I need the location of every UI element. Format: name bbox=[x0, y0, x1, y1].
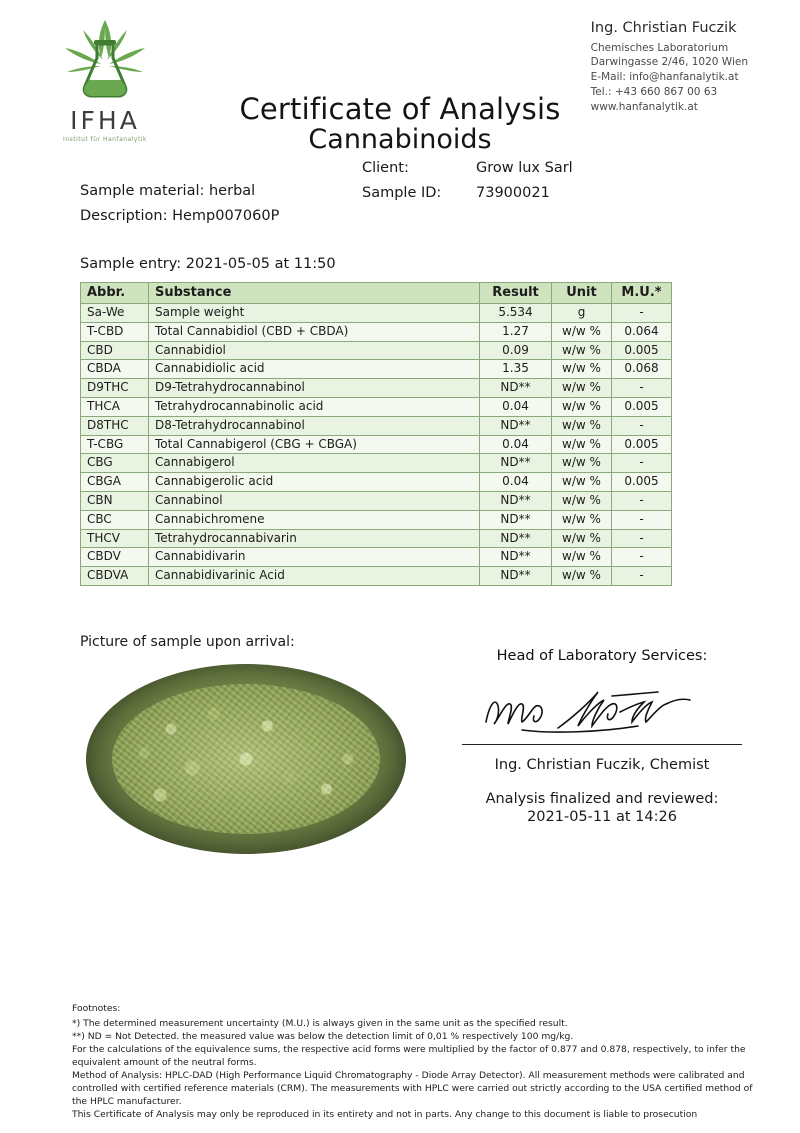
table-row bbox=[81, 491, 672, 510]
cell-unit: w/w % bbox=[552, 416, 612, 435]
table-row bbox=[81, 322, 672, 341]
cell-abbr: CBD bbox=[81, 341, 149, 360]
cell-mu: 0.068 bbox=[612, 360, 672, 379]
cell-substance: D8-Tetrahydrocannabinol bbox=[149, 416, 480, 435]
cell-result: 0.04 bbox=[480, 397, 552, 416]
cell-unit: g bbox=[552, 304, 612, 323]
cell-result: 0.09 bbox=[480, 341, 552, 360]
signature-block bbox=[452, 648, 752, 825]
column-header-unit: Unit bbox=[552, 283, 612, 304]
column-header-abbr: Abbr. bbox=[81, 283, 149, 304]
lab-website: www.hanfanalytik.at bbox=[590, 101, 698, 114]
sample-picture-label: Picture of sample upon arrival: bbox=[80, 633, 295, 650]
cell-result: 0.04 bbox=[480, 473, 552, 492]
table-row bbox=[81, 435, 672, 454]
cell-unit: w/w % bbox=[552, 360, 612, 379]
herbal-material bbox=[112, 684, 380, 834]
sample-photo bbox=[72, 658, 419, 860]
cell-substance: Cannabigerolic acid bbox=[149, 473, 480, 492]
cell-unit: w/w % bbox=[552, 491, 612, 510]
table-row bbox=[81, 341, 672, 360]
logo-subtitle: Institut für Hanfanalytik bbox=[63, 136, 147, 143]
cell-result: ND** bbox=[480, 379, 552, 398]
cell-mu: - bbox=[612, 454, 672, 473]
lab-email: E-Mail: info@hanfanalytik.at bbox=[590, 71, 739, 84]
cell-abbr: THCV bbox=[81, 529, 149, 548]
cell-unit: w/w % bbox=[552, 341, 612, 360]
sample-description: Description: Hemp007060P bbox=[80, 207, 280, 224]
column-header-substance: Substance bbox=[149, 283, 480, 304]
lab-contact-block bbox=[591, 18, 748, 115]
lab-logo bbox=[40, 14, 170, 143]
cell-mu: - bbox=[612, 304, 672, 323]
cell-unit: w/w % bbox=[552, 397, 612, 416]
cell-substance: Sample weight bbox=[149, 304, 480, 323]
cell-abbr: CBGA bbox=[81, 473, 149, 492]
cell-substance: Tetrahydrocannabivarin bbox=[149, 529, 480, 548]
cell-abbr: CBN bbox=[81, 491, 149, 510]
cell-substance: Cannabidiol bbox=[149, 341, 480, 360]
cell-abbr: CBDA bbox=[81, 360, 149, 379]
cell-mu: - bbox=[612, 416, 672, 435]
cell-unit: w/w % bbox=[552, 454, 612, 473]
cell-mu: 0.005 bbox=[612, 341, 672, 360]
table-row bbox=[81, 379, 672, 398]
cell-unit: w/w % bbox=[552, 322, 612, 341]
cell-abbr: CBC bbox=[81, 510, 149, 529]
footnote-line: *) The determined measurement uncertainty (M.U.) is always given in the same unit as the specified result. bbox=[72, 1017, 568, 1029]
cell-result: ND** bbox=[480, 548, 552, 567]
sample-entry: Sample entry: 2021-05-05 at 11:50 bbox=[80, 256, 336, 272]
table-row bbox=[81, 548, 672, 567]
cell-mu: 0.005 bbox=[612, 397, 672, 416]
sample-info bbox=[80, 179, 279, 229]
footnote-line: For the calculations of the equivalence sums, the respective acid forms were multiplied by the factor of 0.877 and 0.878, respectively, to infer the equivalent amount of the neutral forms. bbox=[72, 1043, 746, 1068]
lab-address-line: Chemisches Laboratorium bbox=[590, 41, 729, 54]
cell-abbr: T-CBG bbox=[81, 435, 149, 454]
signature-title: Head of Laboratory Services: bbox=[496, 647, 708, 664]
cell-abbr: Sa-We bbox=[81, 304, 149, 323]
cell-unit: w/w % bbox=[552, 510, 612, 529]
cell-result: ND** bbox=[480, 567, 552, 586]
table-row bbox=[81, 416, 672, 435]
cell-mu: - bbox=[612, 529, 672, 548]
cell-unit: w/w % bbox=[552, 379, 612, 398]
ifha-leaf-flask-icon bbox=[43, 14, 167, 110]
cell-unit: w/w % bbox=[552, 529, 612, 548]
cell-substance: Total Cannabigerol (CBG + CBGA) bbox=[149, 435, 480, 454]
sample-id-label: Sample ID: bbox=[362, 184, 442, 201]
cell-result: 1.35 bbox=[480, 360, 552, 379]
cell-abbr: D9THC bbox=[81, 379, 149, 398]
handwritten-signature-icon bbox=[462, 682, 742, 740]
lab-phone: Tel.: +43 660 867 00 63 bbox=[590, 86, 718, 99]
cell-result: ND** bbox=[480, 491, 552, 510]
column-header-mu: M.U.* bbox=[612, 283, 672, 304]
cell-abbr: CBDV bbox=[81, 548, 149, 567]
cell-unit: w/w % bbox=[552, 567, 612, 586]
cell-result: 0.04 bbox=[480, 435, 552, 454]
cell-result: ND** bbox=[480, 529, 552, 548]
cell-mu: 0.005 bbox=[612, 473, 672, 492]
client-label: Client: bbox=[362, 160, 409, 176]
cell-abbr: CBG bbox=[81, 454, 149, 473]
signatory-name: Ing. Christian Fuczik, Chemist bbox=[494, 756, 710, 773]
cannabinoid-results-table bbox=[80, 282, 672, 586]
table-row bbox=[81, 454, 672, 473]
herb-texture bbox=[112, 684, 380, 834]
client-info bbox=[362, 156, 573, 206]
analysis-finalized-date: 2021-05-11 at 14:26 bbox=[527, 808, 677, 825]
cell-substance: Tetrahydrocannabinolic acid bbox=[149, 397, 480, 416]
table-row bbox=[81, 304, 672, 323]
logo-wordmark: IFHA bbox=[70, 106, 140, 135]
table-header bbox=[81, 283, 672, 304]
cell-result: ND** bbox=[480, 454, 552, 473]
table-row bbox=[81, 510, 672, 529]
table-row bbox=[81, 473, 672, 492]
lab-address-line: Darwingasse 2/46, 1020 Wien bbox=[590, 56, 748, 69]
cell-mu: - bbox=[612, 548, 672, 567]
cell-mu: - bbox=[612, 491, 672, 510]
footnote-line: **) ND = Not Detected. the measured value was below the detection limit of 0,01 % respectively 100 mg/kg. bbox=[72, 1030, 574, 1042]
sample-bowl bbox=[86, 664, 406, 854]
cell-unit: w/w % bbox=[552, 435, 612, 454]
analysis-finalized-label: Analysis finalized and reviewed: bbox=[485, 790, 719, 807]
footnote-line: This Certificate of Analysis may only be reproduced in its entirety and not in parts. Any change to this document is liable to prosecution bbox=[72, 1108, 698, 1120]
sample-meta bbox=[0, 156, 800, 226]
cell-unit: w/w % bbox=[552, 473, 612, 492]
cell-result: 1.27 bbox=[480, 322, 552, 341]
signature-mark bbox=[452, 682, 752, 744]
table-row bbox=[81, 360, 672, 379]
cell-result: ND** bbox=[480, 416, 552, 435]
cell-abbr: THCA bbox=[81, 397, 149, 416]
cell-abbr: D8THC bbox=[81, 416, 149, 435]
cell-substance: Cannabichromene bbox=[149, 510, 480, 529]
table-body bbox=[81, 304, 672, 586]
cell-mu: - bbox=[612, 567, 672, 586]
cell-mu: - bbox=[612, 510, 672, 529]
sample-id-value: 73900021 bbox=[476, 184, 550, 201]
footnotes-heading: Footnotes: bbox=[72, 1003, 121, 1015]
cell-substance: Cannabidiolic acid bbox=[149, 360, 480, 379]
lab-name: Ing. Christian Fuczik bbox=[590, 20, 737, 36]
table-header-row bbox=[81, 283, 672, 304]
cell-mu: 0.064 bbox=[612, 322, 672, 341]
sample-material: Sample material: herbal bbox=[80, 183, 256, 199]
cell-mu: - bbox=[612, 379, 672, 398]
cell-substance: Cannabidivarin bbox=[149, 548, 480, 567]
cell-mu: 0.005 bbox=[612, 435, 672, 454]
cell-result: 5.534 bbox=[480, 304, 552, 323]
cell-abbr: T-CBD bbox=[81, 322, 149, 341]
footnotes bbox=[72, 1002, 754, 1121]
footnote-line: Method of Analysis: HPLC-DAD (High Performance Liquid Chromatography - Diode Array Detector). All measurement methods were calibrated and controlled with certified reference materials (CRM). The measurements with HPLC were carried out strictly according to the USA certified method of the HPLC manufacturer. bbox=[72, 1069, 753, 1107]
cell-substance: Cannabigerol bbox=[149, 454, 480, 473]
title-line-2: Cannabinoids bbox=[308, 124, 492, 155]
title-line-1: Certificate of Analysis bbox=[239, 92, 561, 126]
lower-section bbox=[0, 634, 800, 884]
signature-rule bbox=[462, 744, 742, 745]
cell-result: ND** bbox=[480, 510, 552, 529]
column-header-result: Result bbox=[480, 283, 552, 304]
cell-substance: Cannabinol bbox=[149, 491, 480, 510]
cell-substance: Cannabidivarinic Acid bbox=[149, 567, 480, 586]
table-row bbox=[81, 567, 672, 586]
cell-abbr: CBDVA bbox=[81, 567, 149, 586]
cell-substance: Total Cannabidiol (CBD + CBDA) bbox=[149, 322, 480, 341]
cell-substance: D9-Tetrahydrocannabinol bbox=[149, 379, 480, 398]
client-value: Grow lux Sarl bbox=[476, 160, 573, 176]
table-row bbox=[81, 529, 672, 548]
table-row bbox=[81, 397, 672, 416]
document-header bbox=[0, 0, 800, 155]
cell-unit: w/w % bbox=[552, 548, 612, 567]
